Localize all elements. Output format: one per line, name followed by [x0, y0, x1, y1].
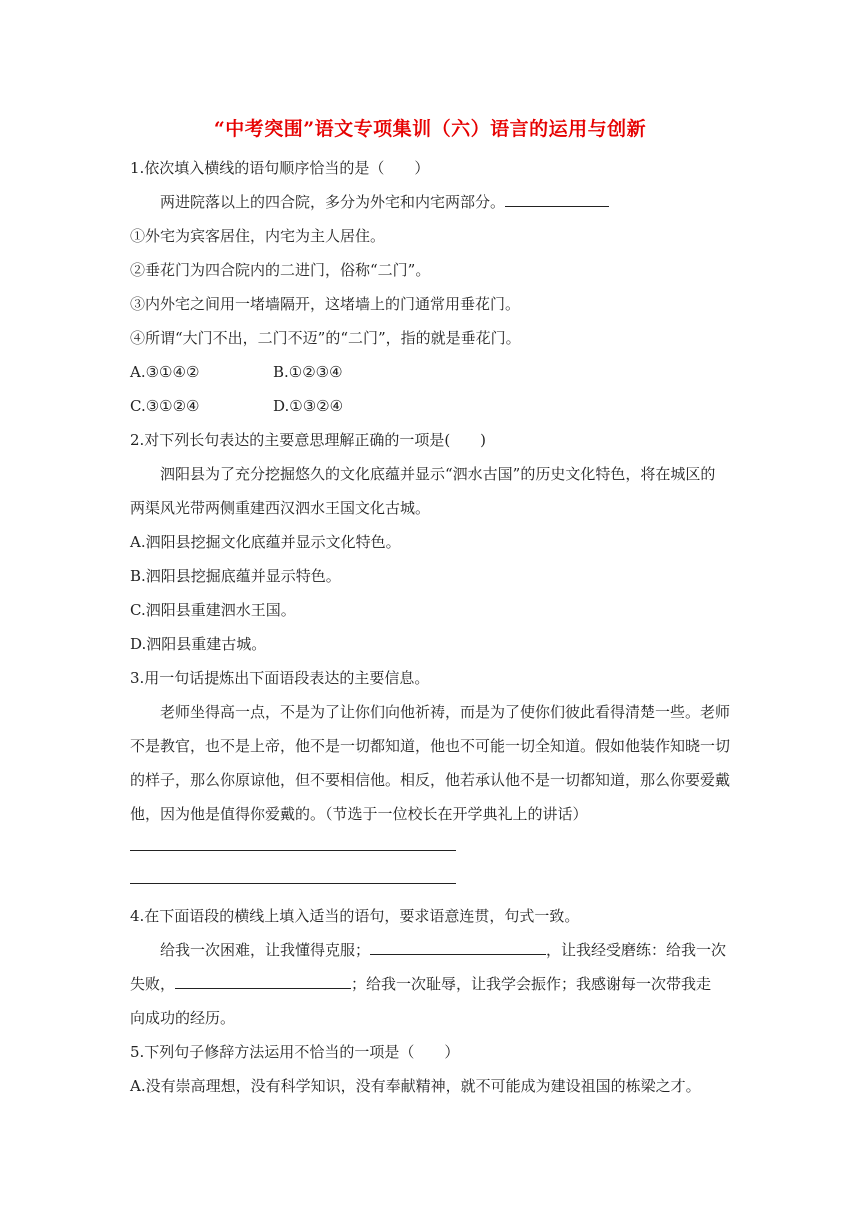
q3-passage-line-2: 不是教官，也不是上帝，他不是一切都知道，他也不可能一切全知道。假如他装作知晓一切 [130, 737, 731, 755]
q1-options-row-2 [130, 396, 530, 416]
q2-option-a: A.泗阳县挖掘文化底蕴并显示文化特色。 [130, 533, 401, 551]
q4-line1-part-b: ，让我经受磨练：给我一次 [546, 941, 727, 959]
q4-line2-part-b: ；给我一次耻辱，让我学会振作；我感谢每一次带我走 [351, 975, 712, 993]
q4-passage-line-3: 向成功的经历。 [130, 1009, 236, 1027]
q1-passage [160, 192, 609, 212]
q4-line2-part-a: 失败， [130, 975, 176, 993]
q2-stem: 2.对下列长句表达的主要意思理解正确的一项是( ) [130, 431, 487, 449]
q1-item-4: ④所谓“大门不出，二门不迈”的“二门”，指的就是垂花门。 [130, 329, 521, 347]
q1-stem: 1.依次填入横线的语句顺序恰当的是（ ） [130, 159, 430, 177]
q4-line1-part-a: 给我一次困难，让我懂得克服； [160, 941, 371, 959]
q4-passage-line-1 [160, 940, 726, 960]
q1-item-2: ②垂花门为四合院内的二进门，俗称“二门”。 [130, 261, 431, 279]
q2-option-b: B.泗阳县挖掘底蕴并显示特色。 [130, 567, 341, 585]
q3-passage-line-3: 的样子，那么你原谅他，但不要相信他。相反，他若承认他不是一切都知道，那么你要爱戴 [130, 771, 731, 789]
q4-stem: 4.在下面语段的横线上填入适当的语句，要求语意连贯，句式一致。 [130, 907, 580, 925]
q1-option-b: B.①②③④ [273, 363, 343, 381]
q1-item-3: ③内外宅之间用一堵墙隔开，这堵墙上的门通常用垂花门。 [130, 295, 521, 313]
q3-stem: 3.用一句话提炼出下面语段表达的主要信息。 [130, 669, 430, 687]
q3-passage-line-4: 他，因为他是值得你爱戴的。（节选于一位校长在开学典礼上的讲话） [130, 805, 588, 823]
q2-passage-line-2: 两渠风光带两侧重建西汉泗水王国文化古城。 [130, 499, 431, 517]
q3-answer-line-1 [130, 850, 456, 851]
q4-passage-line-2 [130, 974, 711, 994]
q1-options-row-1 [130, 362, 530, 382]
q3-answer-line-2 [130, 883, 456, 884]
q1-item-1: ①外宅为宾客居住，内宅为主人居住。 [130, 227, 386, 245]
q1-option-d: D.①③②④ [273, 397, 344, 415]
q1-passage-text: 两进院落以上的四合院，多分为外宅和内宅两部分。 [160, 193, 506, 211]
q5-stem: 5.下列句子修辞方法运用不恰当的一项是（ ） [130, 1043, 460, 1061]
q4-fill-blank-1 [370, 940, 546, 955]
q4-fill-blank-2 [175, 974, 351, 989]
document-title: “中考突围”语文专项集训（六）语言的运用与创新 [213, 118, 647, 140]
q1-fill-blank [505, 192, 609, 207]
q2-option-d: D.泗阳县重建古城。 [130, 635, 267, 653]
q1-option-a: A.③①④② [130, 363, 200, 381]
q5-option-a: A.没有崇高理想，没有科学知识，没有奉献精神，就不可能成为建设祖国的栋梁之才。 [130, 1077, 701, 1095]
q1-option-c: C.③①②④ [130, 397, 200, 415]
q3-passage-line-1: 老师坐得高一点，不是为了让你们向他祈祷，而是为了使你们彼此看得清楚一些。老师 [160, 703, 731, 721]
q2-option-c: C.泗阳县重建泗水王国。 [130, 601, 296, 619]
q2-passage-line-1: 泗阳县为了充分挖掘悠久的文化底蕴并显示“泗水古国”的历史文化特色，将在城区的 [160, 465, 716, 483]
